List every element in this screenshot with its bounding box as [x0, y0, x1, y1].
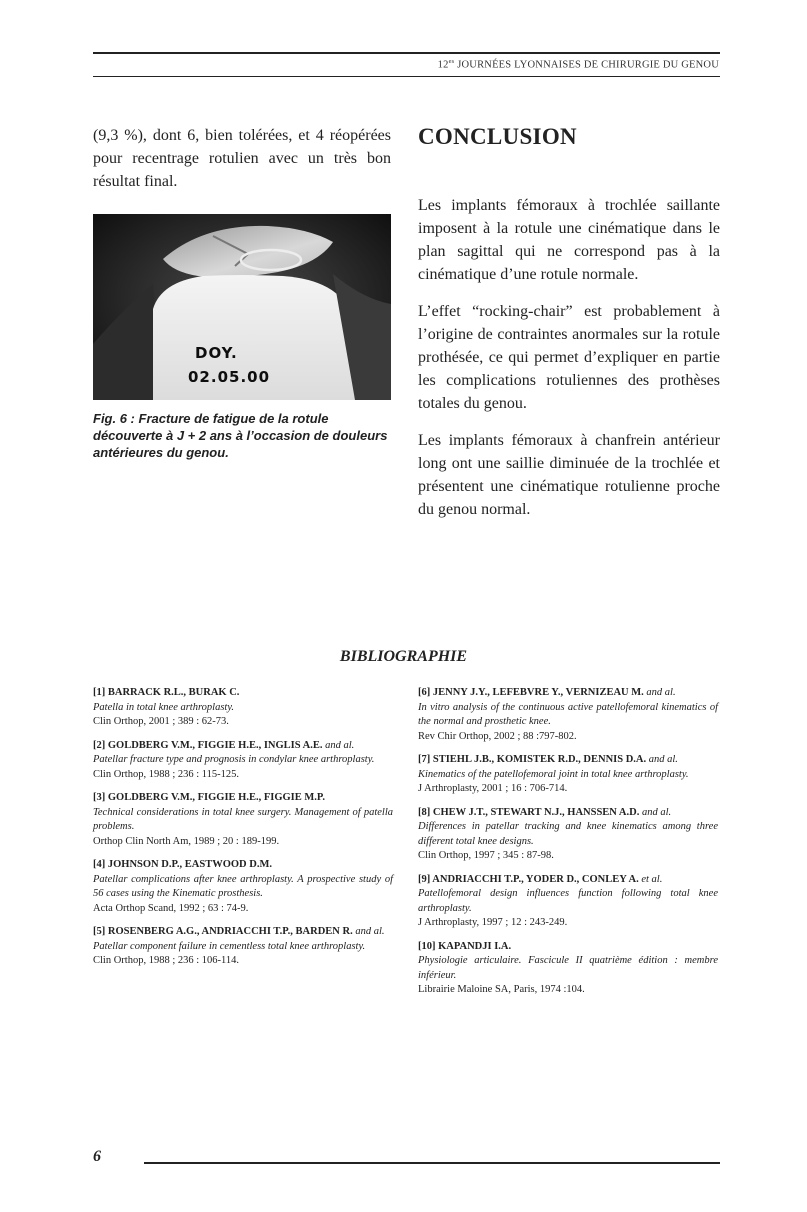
conclusion-heading: CONCLUSION — [418, 124, 577, 149]
reference-authors: [10] KAPANDJI I.A. — [418, 940, 512, 952]
reference-source: Acta Orthop Scand, 1992 ; 63 : 74-9. — [93, 902, 249, 914]
reference-title: Kinematics of the patellofemoral joint in total knee arthroplasty. — [418, 768, 689, 780]
header-top-rule — [93, 52, 720, 54]
running-head-number: 12 — [437, 59, 449, 71]
reference-item — [93, 791, 393, 849]
left-intro-paragraph: (9,3 %), dont 6, bien tolérées, et 4 réopérées pour recentrage rotulien avec un très bon résultat final. — [93, 127, 391, 190]
reference-title: Patellar complications after knee arthroplasty. A prospective study of 56 cases using the Kinematic prosthesis. — [93, 873, 393, 899]
reference-authors: [5] ROSENBERG A.G., ANDRIACCHI T.P., BARDEN R. — [93, 926, 353, 937]
reference-item — [93, 858, 393, 916]
reference-source: Clin Orthop, 2001 ; 389 : 62-73. — [93, 716, 229, 727]
footer-rule — [144, 1162, 720, 1164]
reference-authors: [9] ANDRIACCHI T.P., YODER D., CONLEY A. — [418, 873, 639, 885]
reference-item — [93, 925, 393, 969]
reference-authors: [1] BARRACK R.L., BURAK C. — [93, 687, 240, 698]
reference-source: J Arthroplasty, 1997 ; 12 : 243-249. — [418, 917, 568, 928]
reference-etal: and al. — [322, 739, 355, 751]
reference-authors: [3] GOLDBERG V.M., FIGGIE H.E., FIGGIE M.P. — [93, 792, 325, 803]
running-head-text: JOURNÉES LYONNAISES DE CHIRURGIE DU GENOU — [454, 59, 719, 71]
reference-item — [418, 686, 718, 744]
xray-figure — [93, 214, 391, 400]
figure-caption: Fig. 6 : Fracture de fatigue de la rotule découverte à J + 2 ans à l’occasion de douleurs antérieures du genou. — [93, 411, 388, 460]
reference-title: Patella in total knee arthroplasty. — [93, 701, 235, 713]
reference-item — [418, 806, 718, 864]
reference-source: Librairie Maloine SA, Paris, 1974 :104. — [418, 984, 585, 995]
reference-item — [93, 686, 393, 730]
reference-title: In vitro analysis of the continuous active patellofemoral kinematics of the normal and prosthetic knee. — [418, 701, 718, 727]
bibliography-heading: BIBLIOGRAPHIE — [339, 648, 468, 665]
xray-image — [93, 214, 391, 400]
reference-etal: and al. — [352, 926, 385, 937]
reference-authors: [8] CHEW J.T., STEWART N.J., HANSSEN A.D. — [418, 806, 640, 818]
xray-label-line1: DOY. — [195, 344, 238, 362]
reference-item — [418, 753, 718, 797]
reference-title: Patellar component failure in cementless total knee arthroplasty. — [93, 940, 366, 952]
conclusion-paragraph-2: L’effet “rocking-chair” est probablement à l’origine de contraintes anormales sur la rotule prothésée, ce qui permet d’expliquer en partie les complications rotuliennes des prothèses totales du genou. — [418, 303, 720, 412]
reference-source: Orthop Clin North Am, 1989 ; 20 : 189-199. — [93, 835, 280, 847]
page-number: 6 — [93, 1148, 101, 1165]
reference-etal: et al. — [638, 873, 663, 885]
reference-etal: and al. — [643, 687, 676, 698]
reference-etal: and al. — [639, 806, 672, 818]
reference-source: Clin Orthop, 1997 ; 345 : 87-98. — [418, 850, 554, 861]
reference-item — [93, 739, 393, 783]
conclusion-paragraph-1: Les implants fémoraux à trochlée saillante imposent à la rotule une cinématique dans le plan sagittal qui ne correspond pas à la cinématique d’une rotule normale. — [418, 197, 720, 283]
reference-title: Technical considerations in total knee surgery. Management of patella problems. — [93, 806, 393, 832]
reference-item — [418, 873, 718, 931]
header-bottom-rule — [93, 76, 720, 77]
reference-title: Patellar fracture type and prognosis in condylar knee arthroplasty. — [93, 754, 375, 765]
reference-authors: [4] JOHNSON D.P., EASTWOOD D.M. — [93, 859, 272, 870]
reference-authors: [7] STIEHL J.B., KOMISTEK R.D., DENNIS D.A. — [418, 754, 647, 765]
references-right-column — [418, 686, 718, 1007]
reference-source: Rev Chir Orthop, 2002 ; 88 :797-802. — [418, 730, 577, 742]
reference-authors: [2] GOLDBERG V.M., FIGGIE H.E., INGLIS A.E. — [93, 739, 323, 751]
conclusion-paragraph-3: Les implants fémoraux à chanfrein antérieur long ont une saillie diminuée de la trochlée et présentent une cinématique rotulienne proche du genou normal. — [418, 432, 720, 518]
reference-authors: [6] JENNY J.Y., LEFEBVRE Y., VERNIZEAU M. — [418, 687, 644, 698]
running-head — [438, 58, 719, 71]
reference-source: J Arthroplasty, 2001 ; 16 : 706-714. — [418, 783, 568, 794]
reference-item — [418, 940, 718, 998]
reference-source: Clin Orthop, 1988 ; 236 : 115-125. — [93, 768, 240, 780]
reference-etal: and al. — [646, 754, 678, 765]
reference-title: Differences in patellar tracking and knee kinematics among three different total knee designs. — [418, 821, 718, 847]
running-head-superscript: es — [448, 58, 455, 65]
reference-source: Clin Orthop, 1988 ; 236 : 106-114. — [93, 955, 240, 966]
reference-title: Patellofemoral design influences function following total knee arthroplasty. — [418, 888, 718, 914]
reference-title: Physiologie articulaire. Fascicule II quatrième édition : membre inférieur. — [418, 955, 718, 981]
xray-label-line2: 02.05.00 — [188, 368, 271, 386]
references-left-column — [93, 686, 393, 978]
